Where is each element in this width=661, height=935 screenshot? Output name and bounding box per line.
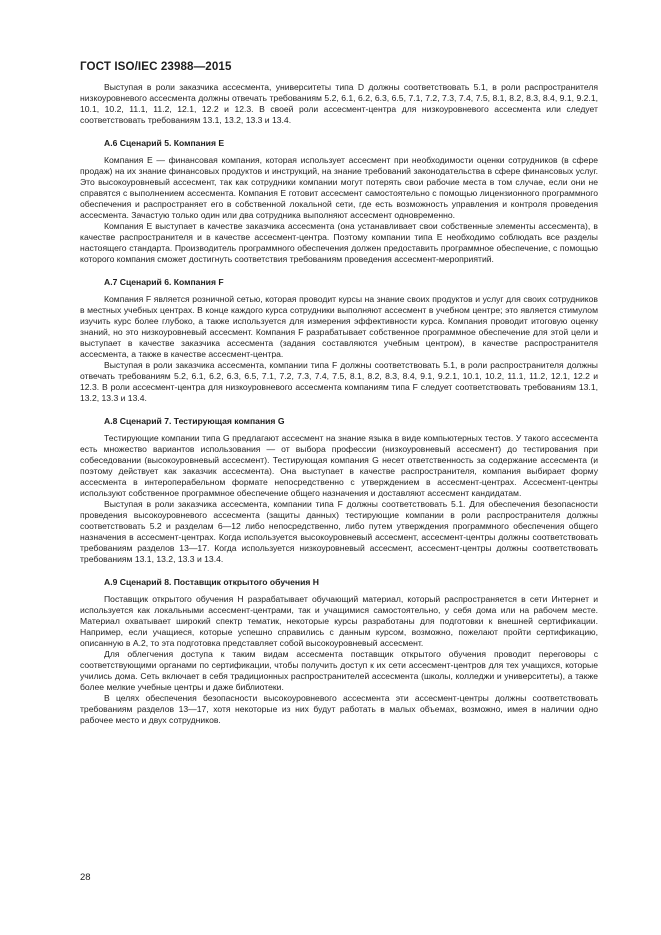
section-a9-paragraph-3: В целях обеспечения безопасности высокоуровневого ассесмента эти ассесмент-центры должны соответствовать требованиям разделов 13—17, хотя некоторые из них будут работать в малых объемах, возможно, имея в наличии одно рабочее место и двух сотрудников. [80, 693, 598, 725]
section-a6-paragraph-2: Компания Е выступает в качестве заказчика ассесмента (она устанавливает свои собственные элементы ассесмента), в качестве распространителя и в качестве ассесмент-центра. Поэтому компании типа Е необходимо соблюдать все разделы настоящего стандарта. Производитель программного обеспечения должен предоставить программное обеспечение, с помощью которого компания сможет достигнуть соответствия требованиям проведения ассесмент-мероприятий. [80, 221, 598, 264]
intro-paragraph: Выступая в роли заказчика ассесмента, университеты типа D должны соответствовать 5.1, в роли распространителя низкоуровневого ассесмента должны отвечать требованиям 5.2, 6.1, 6.2, 6.3, 6.5, 7.1, 7.2, 7.3, 7.4, 7.5, 8.1, 8.2, 8.3, 8.4, 9.1, 9.2.1, 10.1, 10.2, 11.1, 11.2, 12.1, 12.2 и 12.3. В своей роли ассесмент-центра для низкоуровневого ассесмента или следует соответствовать требованиям 13.1, 13.2, 13.3 и 13.4. [80, 82, 598, 125]
page-header-title: ГОСТ ISO/IEC 23988—2015 [80, 60, 232, 73]
section-a6-paragraph-1: Компания Е — финансовая компания, которая использует ассесмент при необходимости оценки сотрудников (в сфере продаж) на их знание финансовых продуктов и инструкций, на знание требований законодательства в сфере финансовых услуг. Это высокоуровневый ассесмент, так как сотрудники компании могут потерять свои рабочие места в том случае, если они не справятся с выполнением ассесмента. Компания Е готовит ассесмент самостоятельно с помощью лицензионного программного обеспечения и распространяет его в собственной локальной сети, где есть возможность управления и контроля проведения ассесмента. Зачастую только один или два сотрудника выполняют ассесмент одновременно. [80, 155, 598, 220]
section-a9-heading: А.9 Сценарий 8. Поставщик открытого обучения Н [104, 577, 319, 587]
document-body [80, 82, 598, 726]
section-a7-paragraph-2: Выступая в роли заказчика ассесмента, компании типа F должны соответствовать 5.1, в роли распространителя должны отвечать требованиям 5.2, 6.1, 6.2, 6.3, 6.5, 7.1, 7.2, 7.3, 7.4, 7.5, 8.1, 8.2, 8.3, 8.4, 9.1, 9.2.1, 10.1, 10.2, 11.1, 11.2, 12.1, 12.2 и 12.3. В роли ассесмент-центра для низкоуровневого ассесмента компаниям типа F следует соответствовать требованиям 13.1, 13.2, 13.3 и 13.4. [80, 360, 598, 403]
section-a8-heading: А.8 Сценарий 7. Тестирующая компания G [104, 416, 285, 426]
section-a7-heading: А.7 Сценарий 6. Компания F [104, 277, 224, 287]
section-a6-heading: А.6 Сценарий 5. Компания Е [104, 138, 225, 148]
section-a7-paragraph-1: Компания F является розничной сетью, которая проводит курсы на знание своих продуктов и услуг для своих сотрудников в местных учебных центрах. В конце каждого курса сотрудники выполняют ассесмент в учебном центре; это является стимулом изучить курс более глубоко, а также используется для измерения эффективности курса. Компания проводит итоговую оценку знаний, но это низкоуровневый ассесмент. Компания F разрабатывает собственное программное обеспечение для этой цели и выступает в качестве заказчика ассесмента (задания составляются учебным центром), в качестве распространителя ассесмента, а также в качестве ассесмент-центра. [80, 294, 598, 359]
section-a9-paragraph-1: Поставщик открытого обучения Н разрабатывает обучающий материал, который распространяется в сети Интернет и используется как локальными ассесмент-центрами, так и учащимися самостоятельно, у себя дома или на рабочем месте. Материал охватывает широкий спектр тематик, некоторые курсы разработаны для подготовки к внешней сертификации. Например, если учащиеся, которые успешно справились с данным курсом, возможно, пожелают пройти сертификацию, описанную в А.2, то эта подготовка представляет собой высокоуровневый ассесмент. [80, 594, 598, 648]
page-number: 28 [80, 872, 91, 883]
section-a8-paragraph-2: Выступая в роли заказчика ассесмента, компании типа F должны соответствовать 5.1. Для обеспечения безопасности проведения высокоуровневого ассесмента (защиты данных) тестирующие компании в роли распространителя должны соответствовать 5.2 и разделам 6—12 либо непосредственно, либо путем утверждения программного обеспечения общего назначения в ассесмент-центрах. Когда используется высокоуровневый ассесмент, ассесмент-центры должны соответствовать требованиям разделов 13—17. Когда используется низкоуровневый ассесмент, ассесмент-центры должны соответствовать требованиям 13.1, 13.2, 13.3 и 13.4. [80, 499, 598, 564]
section-a9-paragraph-2: Для облегчения доступа к таким видам ассесмента поставщик открытого обучения проводит переговоры с соответствующими органами по сертификации, чтобы получить доступ к их сети ассесмент-центров для тех учащихся, которые учились дома. Сеть включает в себя традиционных распространителей ассесмента (школы, колледжи и университеты), а также более мелкие учебные центры и даже библиотеки. [80, 649, 598, 692]
section-a8-paragraph-1: Тестирующие компании типа G предлагают ассесмент на знание языка в виде компьютерных тестов. У такого ассесмента есть множество вариантов использования — от выбора профессии (низкоуровневый ассесмент) до тестирования при собеседовании (высокоуровневый ассесмент). Тестирующая компания G несет ответственность за содержание ассесмента (и поэтому действует как заказчик ассесмента). Она выступает в качестве распространителя, компания выбирает форму ассесмента в интероперабельном формате непосредственно с утверждением в ассесмент-центрах. Ассесмент-центры используют собственное программное обеспечение общего назначения и доставляют ассесмент кандидатам. [80, 433, 598, 498]
